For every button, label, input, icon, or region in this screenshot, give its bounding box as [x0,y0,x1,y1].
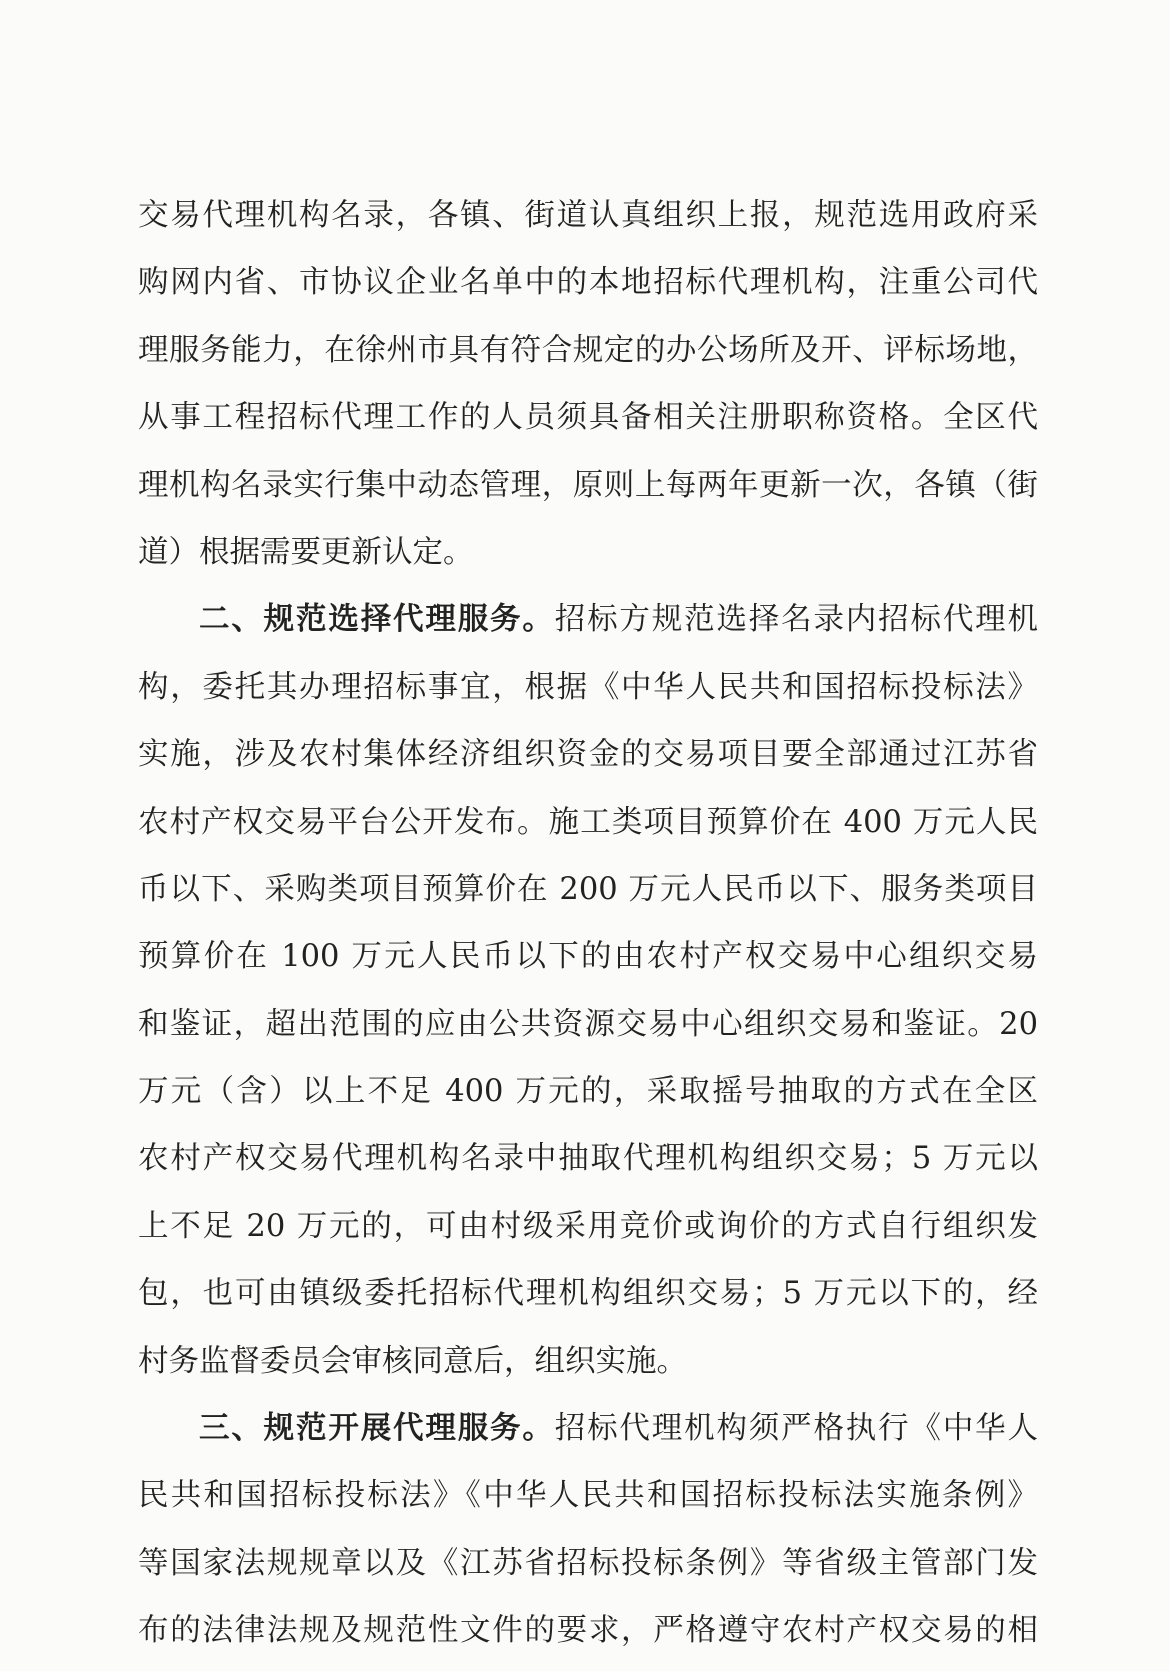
text-line: 万元（含）以上不足 400 万元的，采取摇号抽取的方式在全区 [138,1074,1038,1110]
text-run: 招标代理机构须严格执行《中华人 [554,1411,1039,1447]
paragraph-2 [138,586,1038,1395]
text-line: 包，也可由镇级委托招标代理机构组织交易；5 万元以下的，经 [138,1276,1038,1312]
text-line: 等国家法规规章以及《江苏省招标投标条例》等省级主管部门发 [138,1545,1038,1581]
text-line: 上不足 20 万元的，可由村级采用竞价或询价的方式自行组织发 [138,1208,1038,1244]
text-line: 理服务能力，在徐州市具有符合规定的办公场所及开、评标场地， [138,332,1038,368]
document-body [138,182,1038,1665]
text-line: 预算价在 100 万元人民币以下的由农村产权交易中心组织交易 [138,939,1038,975]
text-line: 农村产权交易代理机构名录中抽取代理机构组织交易；5 万元以 [138,1141,1038,1177]
text-line [138,586,1038,653]
text-line: 和鉴证，超出范围的应由公共资源交易中心组织交易和鉴证。20 [138,1006,1038,1042]
text-line: 理机构名录实行集中动态管理，原则上每两年更新一次，各镇（街 [138,467,1038,503]
section-heading: 二、规范选择代理服务。 [199,602,555,638]
text-line: 布的法律法规及规范性文件的要求，严格遵守农村产权交易的相 [138,1613,1038,1649]
paragraph-1 [138,182,1038,586]
text-run: 招标方规范选择名录内招标代理机 [554,602,1039,638]
text-line: 民共和国招标投标法》《中华人民共和国招标投标法实施条例》 [138,1478,1038,1514]
paragraph-3 [138,1395,1038,1665]
text-line: 币以下、采购类项目预算价在 200 万元人民币以下、服务类项目 [138,871,1038,907]
text-line: 构，委托其办理招标事宜，根据《中华人民共和国招标投标法》 [138,669,1038,705]
text-line: 道）根据需要更新认定。 [138,534,474,570]
text-line: 实施，涉及农村集体经济组织资金的交易项目要全部通过江苏省 [138,737,1038,773]
text-line: 交易代理机构名录，各镇、街道认真组织上报，规范选用政府采 [138,198,1038,233]
text-line: 村务监督委员会审核同意后，组织实施。 [138,1343,687,1379]
text-line [138,1395,1038,1462]
section-heading: 三、规范开展代理服务。 [199,1411,555,1447]
text-line: 从事工程招标代理工作的人员须具备相关注册职称资格。全区代 [138,400,1038,436]
text-line: 农村产权交易平台公开发布。施工类项目预算价在 400 万元人民 [138,804,1038,840]
text-line: 购网内省、市协议企业名单中的本地招标代理机构，注重公司代 [138,265,1038,301]
